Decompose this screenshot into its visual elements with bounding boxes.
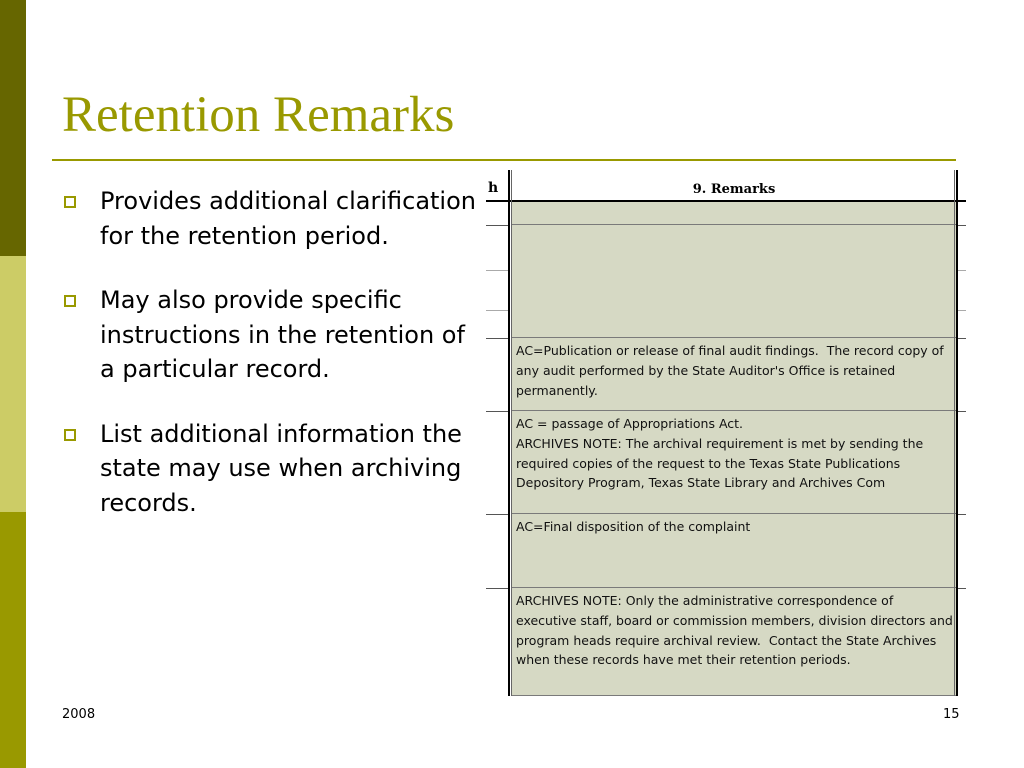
bullet-item (64, 417, 484, 521)
bullet-text: List additional information the state may use when archiving records. (100, 419, 462, 517)
table-border-left-inner (511, 170, 512, 696)
bullet-list (64, 184, 484, 550)
table-gridline (958, 514, 966, 515)
table-gridline (958, 411, 966, 412)
table-border-left (508, 170, 510, 696)
remarks-row: AC=Final disposition of the complaint (512, 514, 958, 588)
table-gridline (486, 310, 508, 311)
sidebar-mid-band (0, 512, 26, 768)
square-bullet-icon (64, 196, 76, 208)
footer-year: 2008 (62, 707, 96, 722)
table-gridline (958, 338, 966, 339)
table-border-right-inner (954, 170, 955, 696)
table-gridline (486, 588, 508, 589)
bullet-item (64, 283, 484, 387)
table-gridline (486, 338, 508, 339)
bullet-text: May also provide specific instructions in the retention of a particular record. (100, 286, 465, 383)
partial-column-header: h (488, 180, 499, 196)
remarks-row (512, 202, 958, 225)
table-gridline (486, 411, 508, 412)
sidebar-dark-band (0, 0, 26, 256)
bullet-text: Provides additional clarification for the retention period. (100, 187, 476, 250)
square-bullet-icon (64, 295, 76, 307)
remarks-row: AC = passage of Appropriations Act. ARCHIVES NOTE: The archival requirement is met by sending the required copies of the request to the Texas State Publications Depository Program, Texas State Library and Archives Com (512, 411, 958, 514)
slide-number: 15 (943, 707, 960, 722)
table-gridline (958, 225, 966, 226)
remarks-row (512, 225, 958, 338)
table-border-right (956, 170, 958, 696)
table-gridline (486, 270, 508, 271)
sidebar-light-band (0, 256, 26, 512)
title-underline (52, 159, 956, 161)
remarks-row: AC=Publication or release of final audit findings. The record copy of any audit performed by the State Auditor's Office is retained permanently. (512, 338, 958, 411)
table-gridline (958, 310, 966, 311)
table-gridline (486, 225, 508, 226)
remarks-column-header: 9. Remarks (692, 182, 776, 197)
table-gridline (958, 588, 966, 589)
remarks-row: ARCHIVES NOTE: Only the administrative correspondence of executive staff, board or commission members, division directors and program heads require archival review. Contact the State Archives when these records have met their retention periods. (512, 588, 958, 696)
bullet-item (64, 184, 484, 253)
table-gridline (486, 514, 508, 515)
remarks-table-image (486, 170, 966, 696)
table-gridline (958, 270, 966, 271)
table-header (486, 170, 966, 202)
slide-title: Retention Remarks (62, 87, 455, 143)
square-bullet-icon (64, 429, 76, 441)
